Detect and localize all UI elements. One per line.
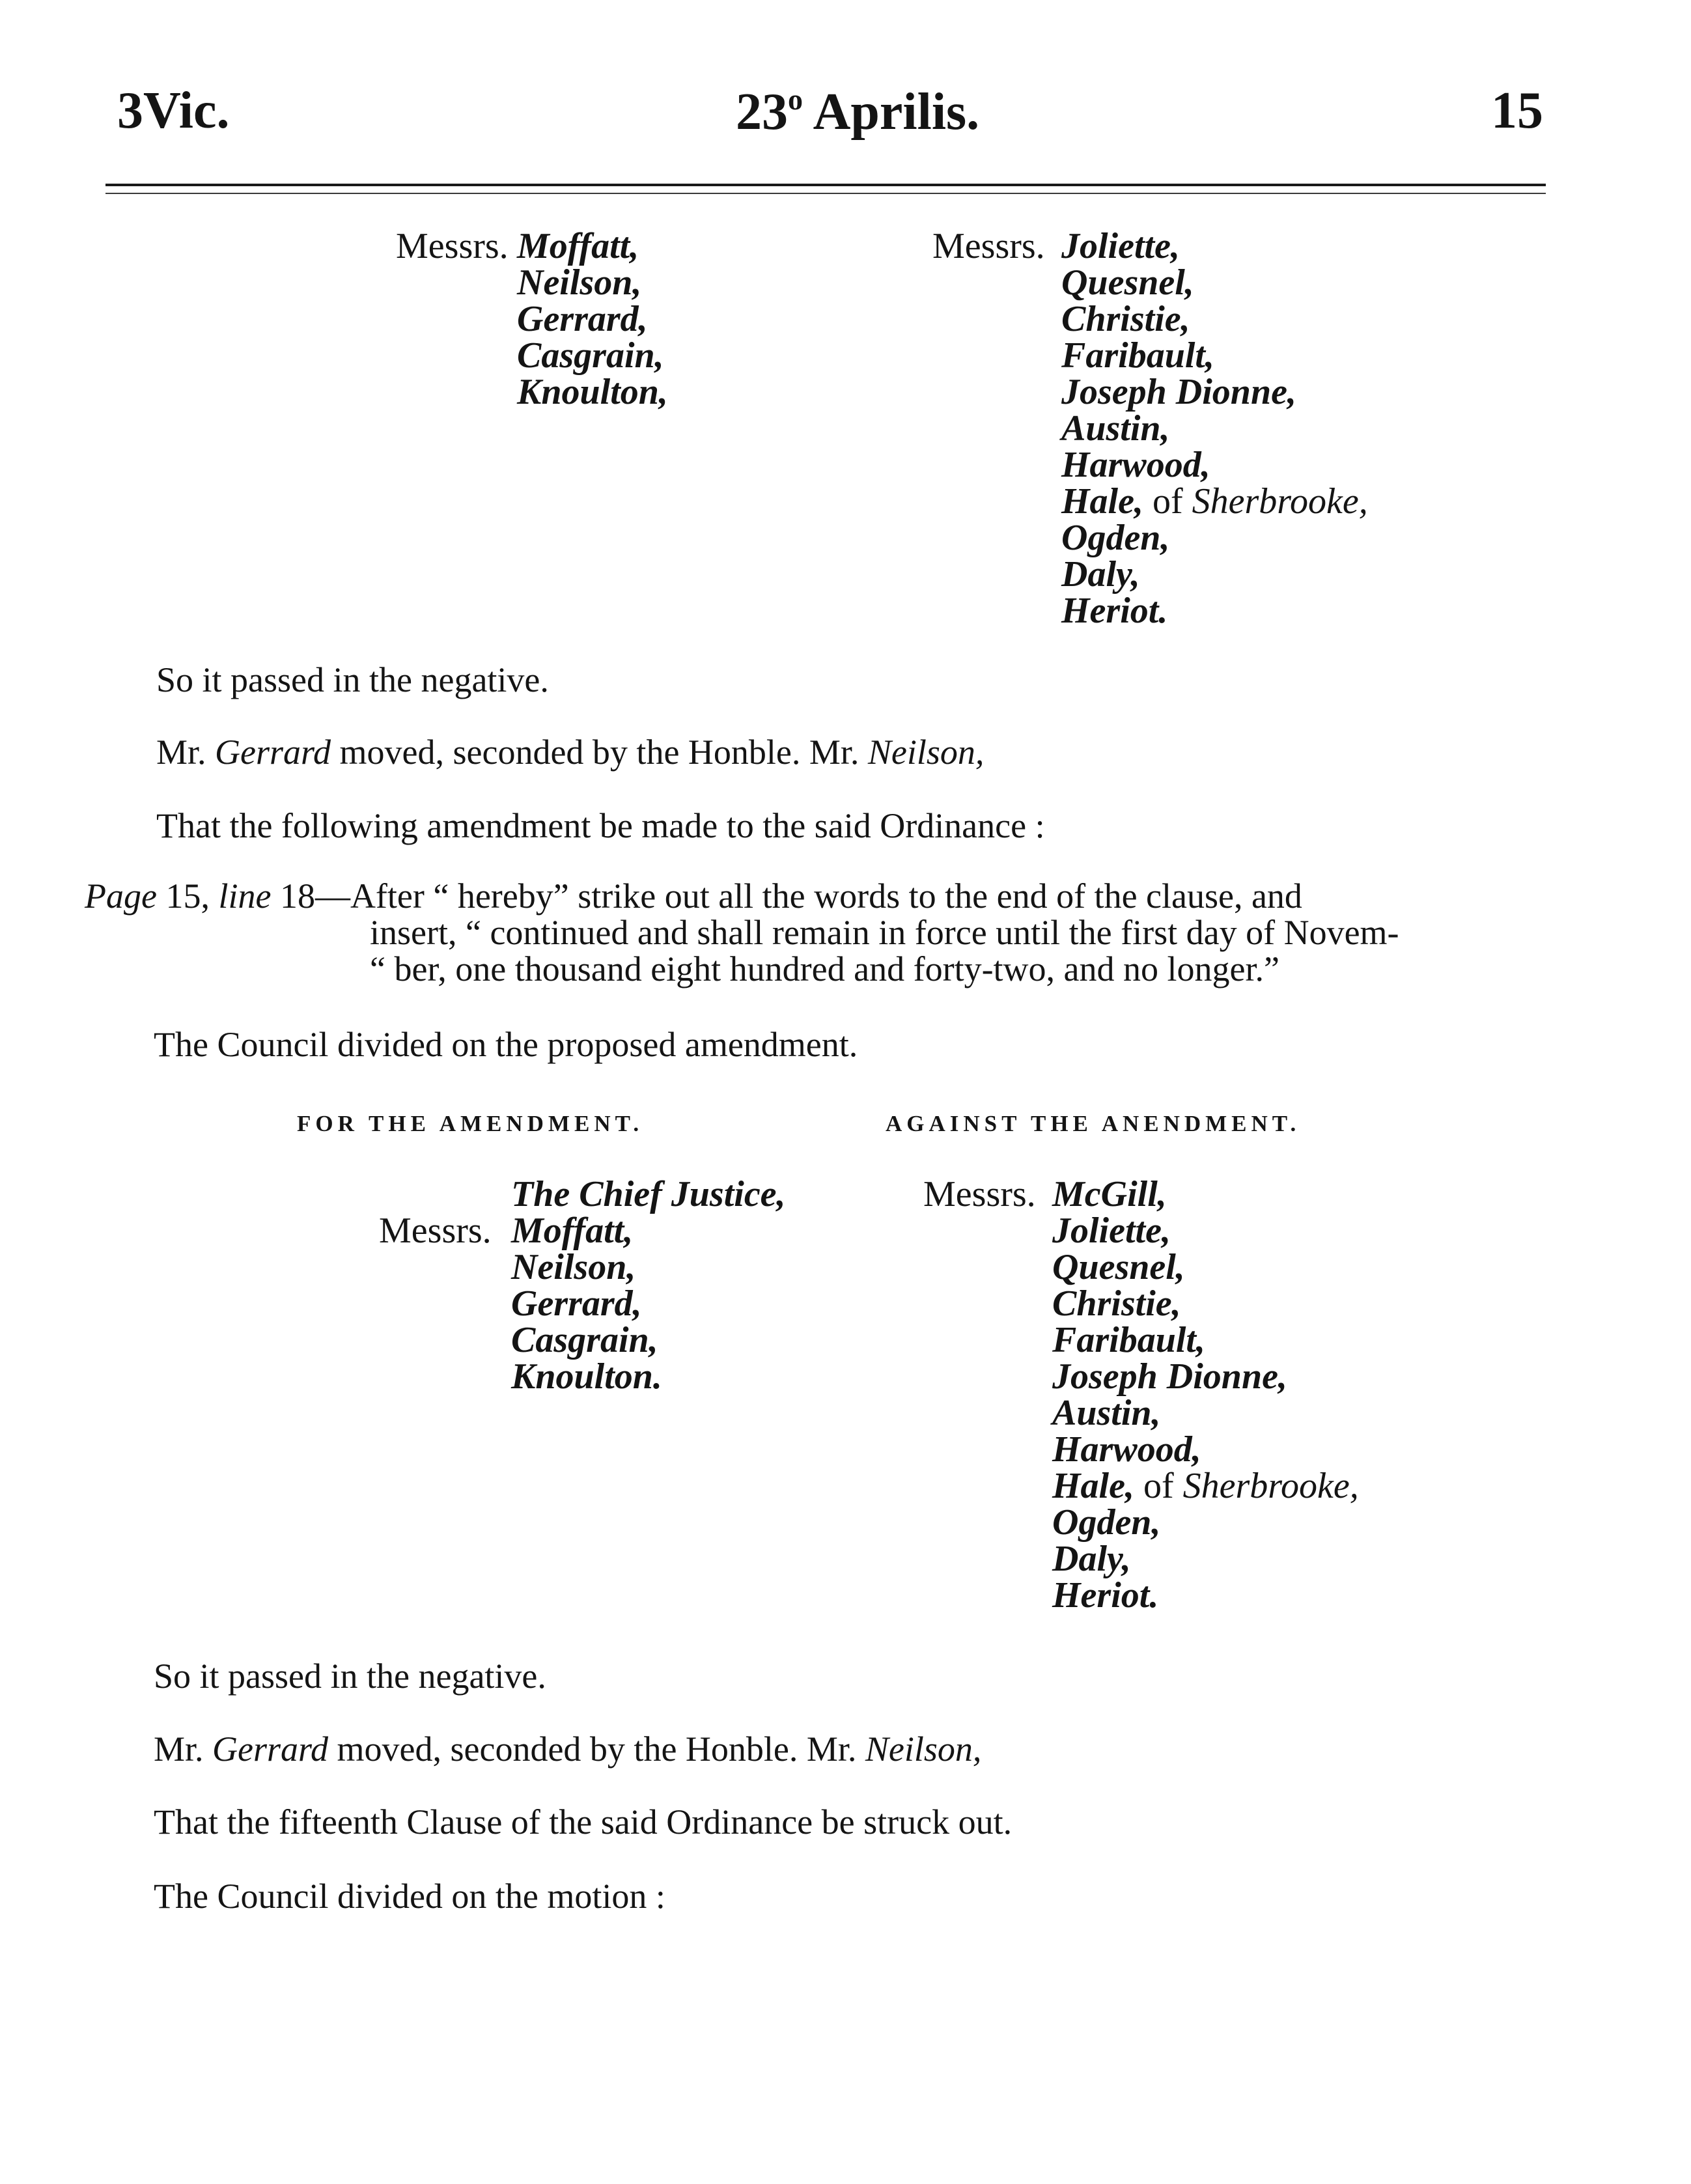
name-item: Christie, [1052,1283,1181,1324]
name-item: Casgrain, [511,1320,658,1360]
date-ordinal: o [788,83,803,116]
name-item: Faribault, [1061,335,1214,376]
name-item: Joliette, [1061,226,1180,266]
division1-right-names [1061,228,1368,629]
amendment-line-2: insert, “ continued and shall remain in force until the first day of Novem- [370,913,1399,952]
name-item: Casgrain, [517,335,664,376]
name-item: Heriot. [1052,1575,1159,1616]
date-day: 23 [736,83,788,141]
running-head-left: 3Vic. [117,82,230,139]
hale-of: of [1143,1466,1174,1506]
name-item: Austin, [1061,408,1170,449]
hale-place: Sherbrooke, [1182,1466,1359,1506]
against-amendment-heading: AGAINST THE ANENDMENT. [886,1111,1301,1136]
name-item: Joseph Dionne, [1052,1356,1287,1397]
name-item: Neilson, [511,1247,636,1287]
motion-paragraph-2: Mr. Gerrard moved, seconded by the Honble. Mr. Neilson, [154,1729,982,1769]
date-month: Aprilis. [813,83,980,141]
name-item: Quesnel, [1052,1247,1185,1287]
amendment-line-1: Page 15, line 18—After “ hereby” strike out all the words to the end of the clause, and [85,876,1302,916]
name-item: Ogden, [1061,518,1170,558]
header-rule-thin [105,193,1546,194]
name-item: Knoulton, [517,372,668,412]
amendment-intro: That the following amendment be made to the said Ordinance : [156,806,1045,845]
name-item: Joliette, [1052,1211,1171,1251]
running-head-date [736,83,980,141]
name-item: Harwood, [1052,1429,1201,1470]
for-amendment-heading: FOR THE AMENDMENT. [297,1111,644,1136]
division1-left-names [517,228,668,410]
result-paragraph-1: So it passed in the negative. [156,660,549,699]
division1-left-messrs: Messrs. [396,226,509,266]
division2-for-messrs: Messrs. [379,1211,492,1251]
hale-place: Sherbrooke, [1192,481,1368,522]
name-item: Gerrard, [511,1283,642,1324]
division1-right-messrs: Messrs. [932,226,1045,266]
name-item: Ogden, [1052,1502,1161,1543]
seconder-name: Neilson, [865,1729,982,1769]
name-item: McGill, [1052,1174,1167,1214]
division2-for-names [511,1212,662,1395]
amendment-line-3: “ ber, one thousand eight hundred and forty-two, and no longer.” [370,949,1279,988]
name-item: Christie, [1061,299,1190,339]
council-divided-motion-paragraph: The Council divided on the motion : [154,1877,665,1916]
mover-name: Gerrard [215,733,331,772]
division2-against-names [1052,1176,1359,1614]
name-item-hale: Hale, of Sherbrooke, [1052,1466,1359,1506]
motion-paragraph-1: Mr. Gerrard moved, seconded by the Honble. Mr. Neilson, [156,733,985,772]
name-item: Harwood, [1061,445,1210,485]
name-item: Faribault, [1052,1320,1205,1360]
page-number: 15 [1491,82,1543,139]
name-item: Austin, [1052,1393,1161,1433]
hale-of: of [1152,481,1183,522]
division2-against-messrs: Messrs. [923,1174,1036,1214]
name-item: Knoulton. [511,1356,662,1397]
mover-name: Gerrard [212,1729,329,1769]
result-paragraph-2: So it passed in the negative. [154,1657,546,1696]
council-divided-paragraph: The Council divided on the proposed amendment. [154,1025,858,1064]
name-item: Moffatt, [511,1211,634,1251]
chief-justice: The Chief Justice, [511,1174,786,1214]
name-item: Joseph Dionne, [1061,372,1296,412]
name-item: Heriot. [1061,591,1168,631]
name-item: Daly, [1052,1539,1131,1579]
seconder-name: Neilson, [867,733,985,772]
name-item: Quesnel, [1061,262,1194,303]
name-item: Neilson, [517,262,642,303]
name-item: Gerrard, [517,299,648,339]
name-item-hale: Hale, of Sherbrooke, [1061,481,1368,522]
name-item: Moffatt, [517,226,639,266]
name-item: Daly, [1061,554,1140,595]
clause-strike-paragraph: That the fifteenth Clause of the said Ordinance be struck out. [154,1802,1013,1841]
header-rule [105,184,1546,186]
